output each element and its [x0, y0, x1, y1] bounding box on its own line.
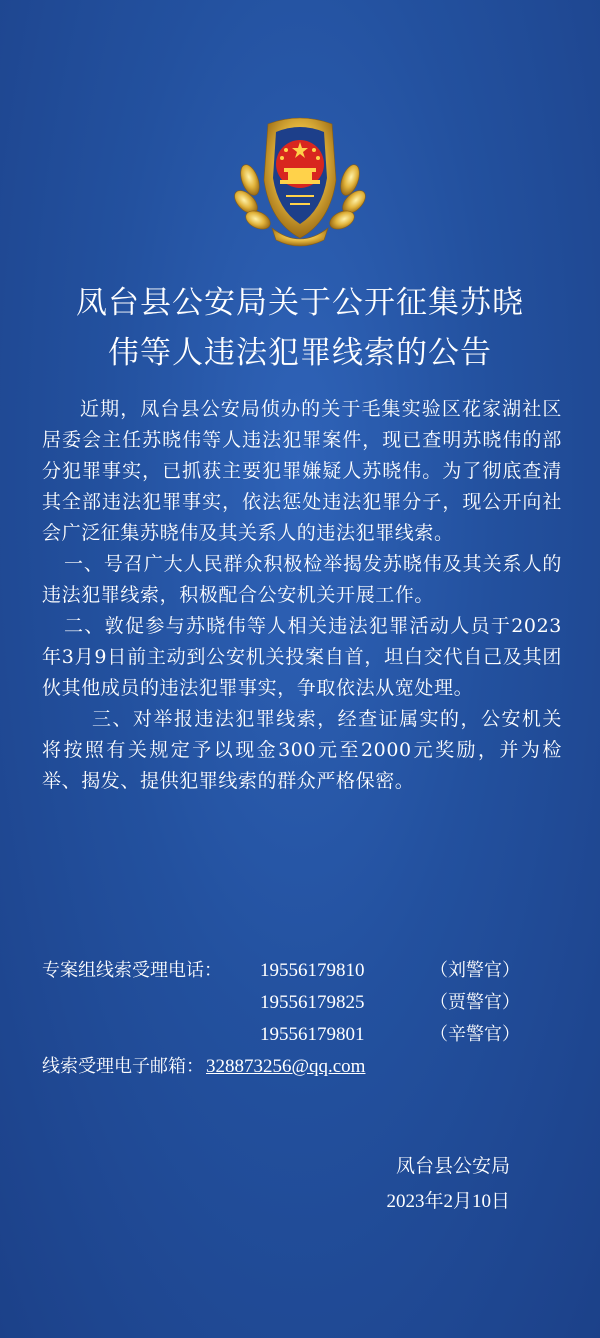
- officer-name: （刘警官）: [430, 960, 520, 981]
- contact-row: [42, 1019, 562, 1051]
- contact-row: [42, 987, 562, 1019]
- email-row: [42, 1051, 562, 1083]
- phone-number: 19556179825: [260, 992, 365, 1013]
- contact-row: [42, 955, 562, 987]
- phone-label: 专案组线索受理电话：: [42, 960, 222, 981]
- issue-date: 2023年2月10日: [386, 1191, 510, 1212]
- email-label: 线索受理电子邮箱：: [42, 1056, 204, 1077]
- paragraph-item-2: 二、敦促参与苏晓伟等人相关违法犯罪活动人员于2023年3月9日前主动到公安机关投案自首，坦白交代自己及其团伙其他成员的违法犯罪事实，争取依法从宽处理。: [42, 615, 562, 699]
- paragraph-item-3: 三、对举报违法犯罪线索，经查证属实的，公安机关将按照有关规定予以现金300元至2000元奖励，并为检举、揭发、提供犯罪线索的群众严格保密。: [42, 708, 562, 792]
- paragraph-intro: 近期，凤台县公安局侦办的关于毛集实验区花家湖社区居委会主任苏晓伟等人违法犯罪案件，现已查明苏晓伟的部分犯罪事实，已抓获主要犯罪嫌疑人苏晓伟。为了彻底查清其全部违法犯罪事实，依法惩处违法犯罪分子，现公开向社会广泛征集苏晓伟及其关系人的违法犯罪线索。: [42, 398, 562, 544]
- title-line-2: 伟等人违法犯罪线索的公告: [108, 335, 492, 371]
- phone-number: 19556179801: [260, 1024, 365, 1045]
- paragraph-item-1: 一、号召广大人民群众积极检举揭发苏晓伟及其关系人的违法犯罪线索，积极配合公安机关开展工作。: [42, 553, 562, 606]
- officer-name: （贾警官）: [430, 992, 520, 1013]
- title-line-1: 凤台县公安局关于公开征集苏晓: [76, 285, 524, 321]
- contact-section: [42, 955, 562, 1083]
- notice-title: [40, 278, 560, 378]
- signature-block: [300, 1148, 510, 1220]
- officer-name: （辛警官）: [430, 1024, 520, 1045]
- email-link[interactable]: 328873256@qq.com: [206, 1056, 366, 1077]
- notice-body: [42, 394, 562, 797]
- issuing-org: 凤台县公安局: [395, 1155, 510, 1177]
- police-emblem-icon: [228, 110, 372, 250]
- phone-number: 19556179810: [260, 960, 365, 981]
